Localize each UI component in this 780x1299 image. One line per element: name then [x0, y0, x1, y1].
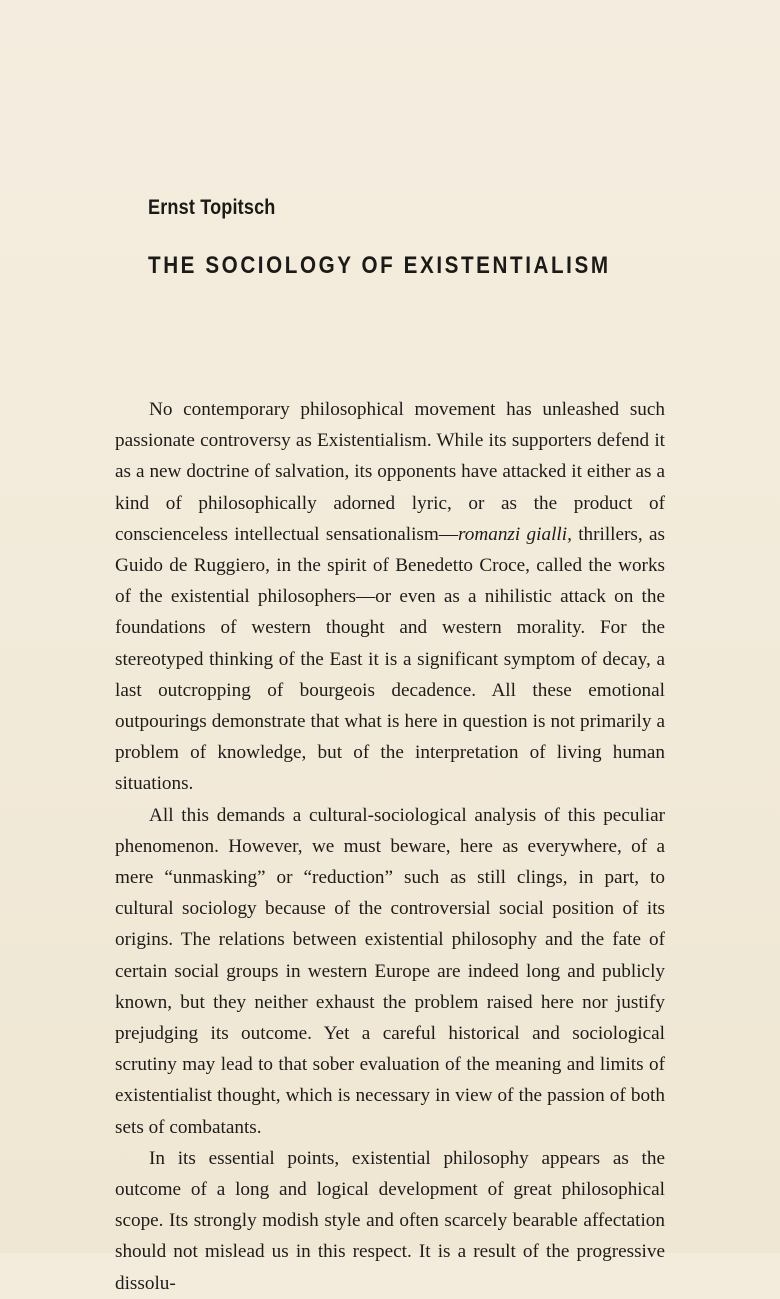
paragraph-1-text-b: thrillers, as Guido de Ruggiero, in the spirit of Benedetto Croce, called the works of the existential philosophers—or even as a nihilistic attack on the foundations of western thought and western morality. For the stereotyped thinking of the East it is a significant symptom of decay, a last outcropping of bourgeois decadence. All these emotional outpourings demonstrate that what is here in question is not primarily a problem of knowledge, but of the interpretation of living human situations. — [115, 523, 666, 795]
article-body — [115, 394, 665, 1299]
paragraph-1 — [115, 394, 665, 800]
paragraph-1-text-a: No contemporary philosophical movement has unleashed such passionate controversy as Existentialism. While its supporters defend it as a new doctrine of salvation, its opponents have attacked it either as a kind of philosophically adorned lyric, or as the product of conscienceless intellectual sensationalism— — [115, 399, 665, 545]
paragraph-1-italic-phrase: romanzi gialli, — [458, 523, 572, 545]
article-title: THE SOCIOLOGY OF EXISTENTIALISM — [148, 252, 611, 279]
paragraph-3: In its essential points, existential philosophy appears as the outcome of a long and logical development of great philosophical scope. Its strongly modish style and often scarcely bearable affectation should not mislead us in this respect. It is a result of the progressive dissolu- — [115, 1147, 665, 1294]
article-author: Ernst Topitsch — [148, 196, 276, 219]
paragraph-2: All this demands a cultural-sociological analysis of this peculiar phenomenon. However, we must beware, here as everywhere, of a mere “unmasking” or “reduction” such as still clings, in part, to cultural sociology because of the controversial social position of its origins. The relations between existential philosophy and the fate of certain social groups in western Europe are indeed long and publicly known, but they neither exhaust the problem raised here nor justify prejudging its outcome. Yet a careful historical and sociological scrutiny may lead to that sober evaluation of the meaning and limits of existentialist thought, which is necessary in view of the passion of both sets of combatants. — [115, 804, 665, 1138]
